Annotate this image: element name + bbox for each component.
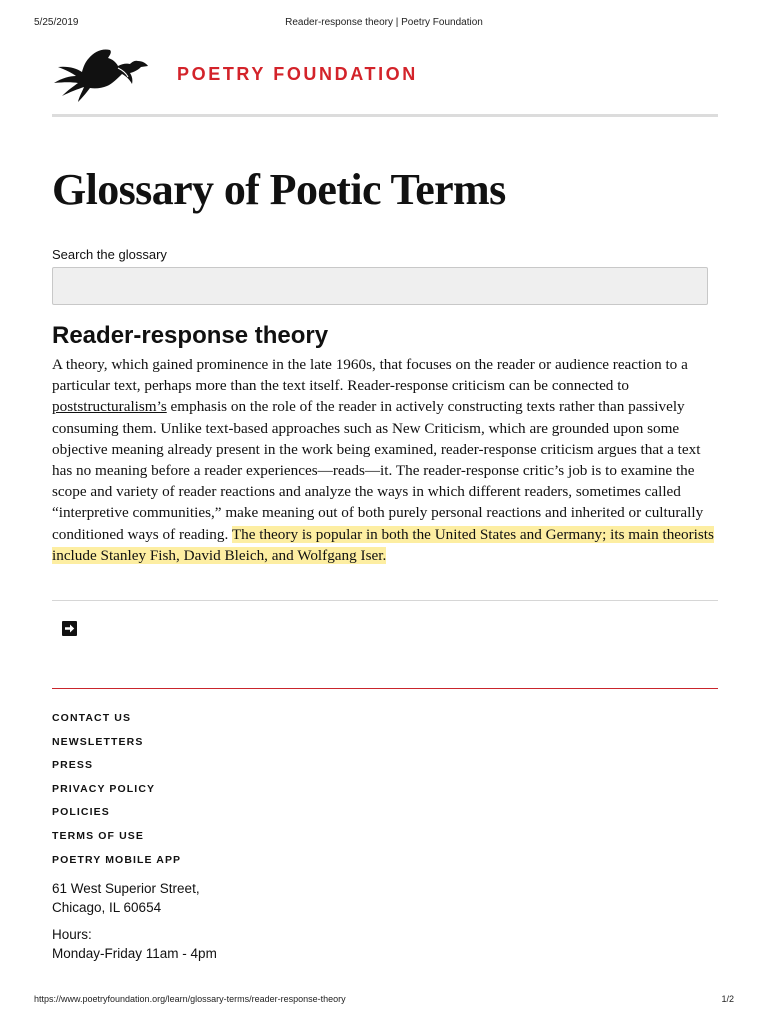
hours-label: Hours: xyxy=(52,927,92,942)
policies-link[interactable]: POLICIES xyxy=(52,806,110,819)
footer-item xyxy=(52,708,181,732)
print-url: https://www.poetryfoundation.org/learn/glossary-terms/reader-response-theory xyxy=(34,994,346,1004)
brand-name[interactable]: POETRY FOUNDATION xyxy=(177,64,418,84)
press-link[interactable]: PRESS xyxy=(52,759,94,772)
arrow-right-icon xyxy=(62,621,77,636)
footer-item xyxy=(52,755,181,779)
footer-nav xyxy=(52,708,181,873)
footer-item xyxy=(52,802,181,826)
newsletters-link[interactable]: NEWSLETTERS xyxy=(52,735,144,748)
print-page-title: Reader-response theory | Poetry Foundation xyxy=(285,17,483,28)
print-date: 5/25/2019 xyxy=(34,17,79,28)
address xyxy=(52,880,200,917)
poststructuralism-link[interactable]: poststructuralism’s xyxy=(52,398,167,416)
highlighted-text: The theory is popular in both the United States and Germany; its main theorists include Stanley Fish, David Bleich, and Wolfgang Iser. xyxy=(52,525,714,564)
site-header xyxy=(52,44,472,104)
content-divider xyxy=(52,600,718,601)
footer-item xyxy=(52,826,181,850)
search-label: Search the glossary xyxy=(52,247,167,262)
header-divider xyxy=(52,114,718,117)
share-arrow-button[interactable] xyxy=(62,621,77,636)
footer-item xyxy=(52,850,181,874)
definition-text: A theory, which gained prominence in the late 1960s, that focuses on the reader or audience reaction to a particular text, perhaps more than the text itself. Reader-response criticism can be connected to xyxy=(52,356,688,395)
opening-hours xyxy=(52,926,217,963)
search-input[interactable] xyxy=(52,267,708,305)
footer-item xyxy=(52,779,181,803)
page-title: Glossary of Poetic Terms xyxy=(52,165,506,214)
definition-text: emphasis on the role of the reader in actively constructing texts rather than passively consuming them. Unlike text-based approaches such as New Criticism, which are grounded upon some objective meaning already present in the work being examined, reader-response criticism argues that a text has no meaning before a reader experiences—reads—it. The reader-response critic’s job is to examine the scope and variety of reader reactions and analyze the ways in which different readers, sometimes called “interpretive communities,” make meaning out of both purely personal reactions and inherited or culturally conditioned ways of reading. xyxy=(52,398,704,543)
term-title: Reader-response theory xyxy=(52,322,329,349)
privacy-policy-link[interactable]: PRIVACY POLICY xyxy=(52,782,156,795)
term-definition xyxy=(52,354,718,566)
address-line-2: Chicago, IL 60654 xyxy=(52,899,162,915)
pegasus-icon xyxy=(52,46,152,104)
hours-value: Monday-Friday 11am - 4pm xyxy=(52,945,217,961)
contact-us-link[interactable]: CONTACT US xyxy=(52,712,132,724)
terms-of-use-link[interactable]: TERMS OF USE xyxy=(52,829,144,842)
page-number: 1/2 xyxy=(721,994,734,1004)
address-line-1: 61 West Superior Street, xyxy=(52,881,200,896)
footer-item xyxy=(52,732,181,756)
logo-link[interactable] xyxy=(52,44,152,104)
mobile-app-link[interactable]: POETRY MOBILE APP xyxy=(52,853,182,866)
footer-divider xyxy=(52,688,718,689)
